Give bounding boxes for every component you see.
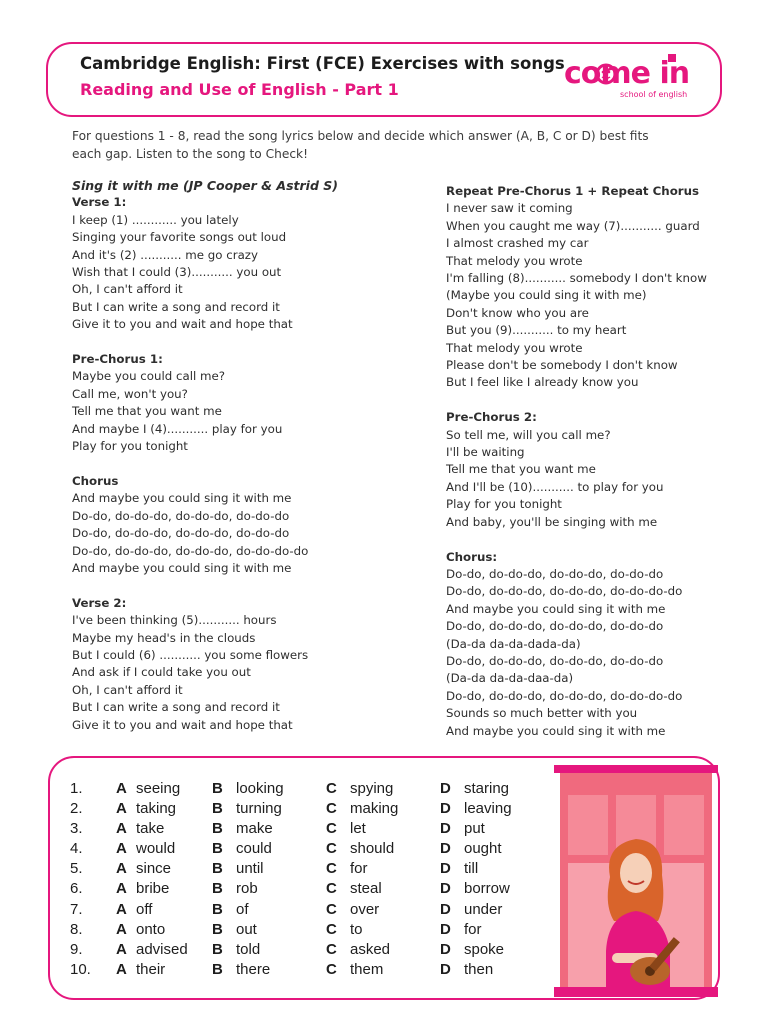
lyrics-section xyxy=(72,595,422,734)
answer-row xyxy=(70,901,540,921)
question-number: 7. xyxy=(70,900,83,918)
lyric-line: Do-do, do-do-do, do-do-do, do-do-do-do xyxy=(446,584,683,599)
lyric-line: And maybe I (4)........... play for you xyxy=(72,421,283,436)
option-letter: A xyxy=(116,820,127,838)
lyric-line: And maybe you could sing it with me xyxy=(446,723,666,738)
instructions xyxy=(72,127,712,163)
option-word: for xyxy=(464,920,482,938)
option-letter: C xyxy=(326,880,337,898)
option-word: steal xyxy=(350,880,382,898)
answer-row xyxy=(70,880,540,900)
option-word: out xyxy=(236,920,257,938)
lyric-line: And maybe you could sing it with me xyxy=(446,601,666,616)
left-sections xyxy=(72,194,422,734)
section-heading: Verse 1: xyxy=(72,195,127,210)
option-word: let xyxy=(350,820,366,838)
instructions-line-1: For questions 1 - 8, read the song lyrics below and decide which answer (A, B, C or D) best fits xyxy=(72,129,649,143)
option-letter: D xyxy=(440,860,451,878)
lyric-line: (Da-da da-da-dada-da) xyxy=(446,636,581,651)
option-word: of xyxy=(236,900,249,918)
lyrics-left-column xyxy=(72,177,422,751)
lyric-line: But you (9)........... to my heart xyxy=(446,323,627,338)
option-word: rob xyxy=(236,880,258,898)
option-word: to xyxy=(350,920,363,938)
lyric-line: Don't know who you are xyxy=(446,305,589,320)
girl-with-ukulele-illustration xyxy=(552,765,720,997)
section-heading: Chorus: xyxy=(446,549,498,564)
lyrics-section xyxy=(446,183,746,392)
lyric-line: I'm falling (8)........... somebody I don't know xyxy=(446,271,707,286)
option-word: make xyxy=(236,820,273,838)
right-sections xyxy=(446,183,746,740)
lyric-line: I never saw it coming xyxy=(446,201,573,216)
option-letter: C xyxy=(326,800,337,818)
lyrics-section xyxy=(446,409,746,531)
option-letter: C xyxy=(326,900,337,918)
option-letter: C xyxy=(326,940,337,958)
option-letter: A xyxy=(116,780,127,797)
logo-text: come in xyxy=(564,56,690,91)
lyric-line: Sounds so much better with you xyxy=(446,706,638,721)
option-word: them xyxy=(350,960,384,978)
question-number: 6. xyxy=(70,880,83,898)
answer-row xyxy=(70,860,540,880)
logo-subtext: school of english xyxy=(620,90,688,99)
section-heading: Verse 2: xyxy=(72,595,127,610)
option-word: bribe xyxy=(136,880,170,898)
option-word: over xyxy=(350,900,380,918)
lyric-line: And maybe you could sing it with me xyxy=(72,491,292,506)
lyric-line: Play for you tonight xyxy=(72,439,188,454)
lyric-line: Tell me that you want me xyxy=(72,404,222,419)
lyric-line: And maybe you could sing it with me xyxy=(72,560,292,575)
question-number: 8. xyxy=(70,920,83,938)
answer-options-table xyxy=(70,780,540,981)
option-word: asked xyxy=(350,940,391,958)
option-word: since xyxy=(136,860,172,878)
lyric-line: Give it to you and wait and hope that xyxy=(72,717,293,732)
answer-row xyxy=(70,840,540,860)
lyric-line: Do-do, do-do-do, do-do-do, do-do-do xyxy=(446,653,664,668)
instructions-line-2: each gap. Listen to the song to Check! xyxy=(72,147,308,161)
option-letter: B xyxy=(212,900,223,918)
option-letter: B xyxy=(212,860,223,878)
question-number: 4. xyxy=(70,840,83,858)
lyric-line: And baby, you'll be singing with me xyxy=(446,514,658,529)
lyric-line: Do-do, do-do-do, do-do-do, do-do-do xyxy=(72,508,290,523)
lyric-line: But I can write a song and record it xyxy=(72,299,280,314)
option-word: advised xyxy=(136,940,188,958)
lyric-line: Do-do, do-do-do, do-do-do, do-do-do xyxy=(446,566,664,581)
option-letter: D xyxy=(440,780,451,797)
option-word: seeing xyxy=(136,780,181,797)
lyrics-right-column xyxy=(446,183,746,757)
option-letter: C xyxy=(326,840,337,858)
lyric-line: (Maybe you could sing it with me) xyxy=(446,288,647,303)
option-word: could xyxy=(236,840,272,858)
option-letter: A xyxy=(116,860,127,878)
option-word: there xyxy=(236,960,271,978)
lyric-line: That melody you wrote xyxy=(446,340,583,355)
option-word: taking xyxy=(136,800,177,818)
section-heading: Pre-Chorus 1: xyxy=(72,352,163,367)
answer-row xyxy=(70,961,540,981)
answer-row xyxy=(70,780,540,800)
lyric-line: But I feel like I already know you xyxy=(446,375,639,390)
option-word: leaving xyxy=(464,800,512,818)
option-letter: B xyxy=(212,780,223,797)
option-letter: D xyxy=(440,820,451,838)
lyrics-section xyxy=(72,194,422,333)
lyric-line: I almost crashed my car xyxy=(446,236,589,251)
option-letter: C xyxy=(326,820,337,838)
lyric-line: Please don't be somebody I don't know xyxy=(446,358,678,373)
option-letter: C xyxy=(326,780,337,797)
lyric-line: So tell me, will you call me? xyxy=(446,427,611,442)
lyric-line: Maybe you could call me? xyxy=(72,369,226,384)
lyric-line: Play for you tonight xyxy=(446,497,562,512)
lyric-line: And ask if I could take you out xyxy=(72,665,251,680)
answer-row xyxy=(70,941,540,961)
option-word: would xyxy=(136,840,176,858)
section-heading: Pre-Chorus 2: xyxy=(446,410,537,425)
lyric-line: Do-do, do-do-do, do-do-do, do-do-do-do xyxy=(72,543,309,558)
lyric-line: But I could (6) ........... you some flowers xyxy=(72,647,309,662)
question-number: 2. xyxy=(70,800,83,818)
lyric-line: Call me, won't you? xyxy=(72,386,188,401)
option-letter: B xyxy=(212,820,223,838)
lyric-line: I keep (1) ............ you lately xyxy=(72,212,239,227)
option-letter: A xyxy=(116,880,127,898)
option-word: off xyxy=(136,900,153,918)
option-word: ought xyxy=(464,840,502,858)
lyric-line: (Da-da da-da-daa-da) xyxy=(446,671,574,686)
option-letter: B xyxy=(212,800,223,818)
option-letter: A xyxy=(116,920,127,938)
option-word: then xyxy=(464,960,494,978)
option-letter: B xyxy=(212,920,223,938)
option-letter: C xyxy=(326,960,337,978)
section-heading: Repeat Pre-Chorus 1 + Repeat Chorus xyxy=(446,184,700,198)
option-word: turning xyxy=(236,800,282,818)
lyric-line: Give it to you and wait and hope that xyxy=(72,317,293,332)
option-word: spying xyxy=(350,780,394,797)
option-word: onto xyxy=(136,920,166,938)
option-letter: D xyxy=(440,940,451,958)
song-title: Sing it with me (JP Cooper & Astrid S) xyxy=(72,178,338,193)
answer-row xyxy=(70,800,540,820)
option-letter: B xyxy=(212,960,223,978)
option-letter: D xyxy=(440,900,451,918)
lyric-line: Oh, I can't afford it xyxy=(72,682,183,697)
question-number: 9. xyxy=(70,940,83,958)
question-number: 3. xyxy=(70,820,83,838)
option-letter: B xyxy=(212,840,223,858)
header-box xyxy=(46,42,722,117)
lyric-line: Do-do, do-do-do, do-do-do, do-do-do-do xyxy=(446,688,683,703)
option-word: their xyxy=(136,960,166,978)
option-letter: C xyxy=(326,860,337,878)
lyrics-section xyxy=(446,549,746,740)
option-word: put xyxy=(464,820,485,838)
come-in-logo xyxy=(564,54,696,104)
option-letter: A xyxy=(116,800,127,818)
option-letter: D xyxy=(440,840,451,858)
option-word: under xyxy=(464,900,503,918)
lyric-line: I'll be waiting xyxy=(446,445,525,460)
lyric-line: And I'll be (10)........... to play for you xyxy=(446,479,664,494)
option-letter: D xyxy=(440,960,451,978)
option-word: told xyxy=(236,940,261,958)
option-letter: B xyxy=(212,940,223,958)
answer-row xyxy=(70,820,540,840)
lyric-line: Maybe my head's in the clouds xyxy=(72,630,256,645)
answer-row xyxy=(70,921,540,941)
lyrics-section xyxy=(72,473,422,577)
lyrics-section xyxy=(72,351,422,455)
option-letter: A xyxy=(116,900,127,918)
lyric-line: Do-do, do-do-do, do-do-do, do-do-do xyxy=(72,526,290,541)
option-letter: A xyxy=(116,940,127,958)
question-number: 5. xyxy=(70,860,83,878)
option-letter: D xyxy=(440,920,451,938)
option-letter: A xyxy=(116,960,127,978)
option-word: take xyxy=(136,820,165,838)
option-word: staring xyxy=(464,780,510,797)
section-heading: Chorus xyxy=(72,473,119,488)
lyric-line: But I can write a song and record it xyxy=(72,700,280,715)
option-letter: C xyxy=(326,920,337,938)
lyric-line: Wish that I could (3)........... you out xyxy=(72,265,282,280)
option-letter: B xyxy=(212,880,223,898)
option-word: borrow xyxy=(464,880,510,898)
option-word: till xyxy=(464,860,479,878)
lyric-line: Do-do, do-do-do, do-do-do, do-do-do xyxy=(446,619,664,634)
option-letter: D xyxy=(440,800,451,818)
lyric-line: Singing your favorite songs out loud xyxy=(72,230,287,245)
question-number: 10. xyxy=(70,960,91,978)
page-subtitle: Reading and Use of English - Part 1 xyxy=(80,80,399,99)
option-word: for xyxy=(350,860,368,878)
question-number: 1. xyxy=(70,780,83,797)
option-letter: D xyxy=(440,880,451,898)
lyric-line: Oh, I can't afford it xyxy=(72,282,183,297)
lyric-line: Tell me that you want me xyxy=(446,462,596,477)
lyric-line: And it's (2) ........... me go crazy xyxy=(72,247,258,262)
option-word: making xyxy=(350,800,399,818)
option-word: spoke xyxy=(464,940,505,958)
page-title: Cambridge English: First (FCE) Exercises with songs xyxy=(80,54,565,73)
option-word: should xyxy=(350,840,395,858)
option-word: until xyxy=(236,860,264,878)
lyric-line: I've been thinking (5)........... hours xyxy=(72,613,277,628)
lyric-line: When you caught me way (7)........... guard xyxy=(446,218,700,233)
lyric-line: That melody you wrote xyxy=(446,253,583,268)
option-word: looking xyxy=(236,780,284,797)
option-letter: A xyxy=(116,840,127,858)
